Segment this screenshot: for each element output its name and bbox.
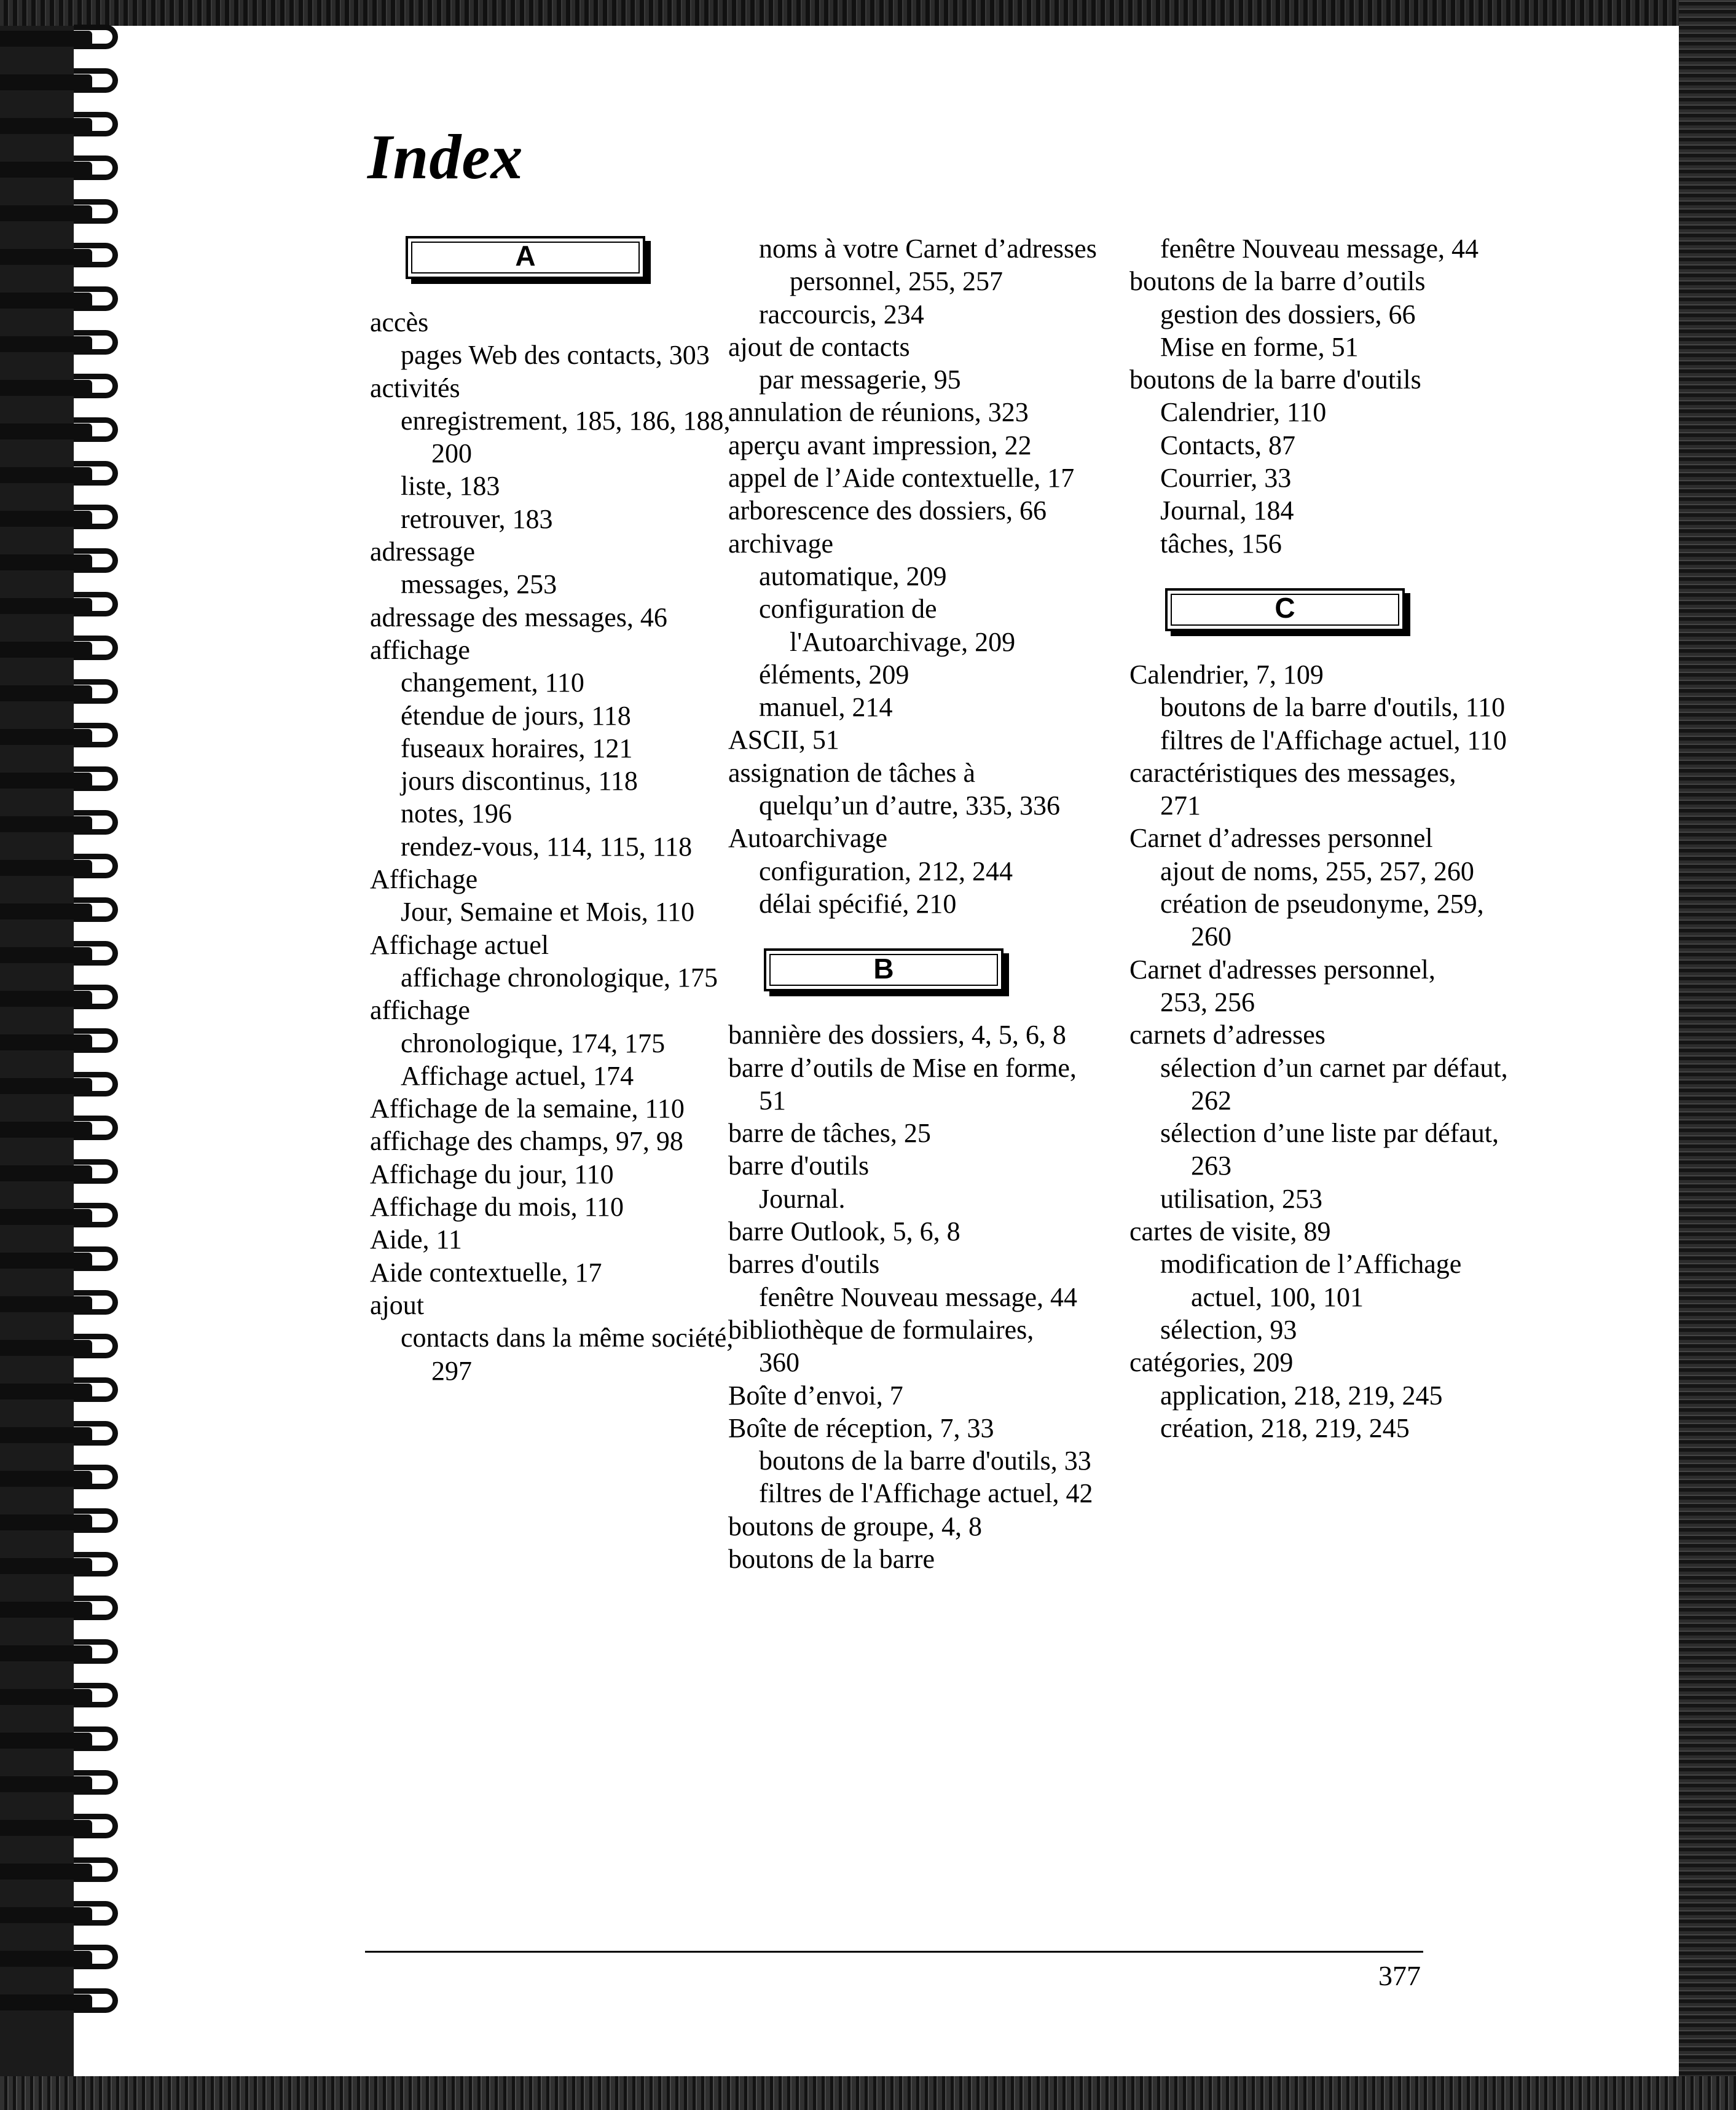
- index-subentry: fuseaux horaires, 121: [401, 733, 633, 763]
- spiral-coil: [0, 1421, 135, 1448]
- index-subentry: filtres de l'Affichage actuel, 110: [1160, 725, 1507, 755]
- index-entry: barre Outlook, 5, 6, 8: [728, 1216, 960, 1247]
- index-entry: barres d'outils: [728, 1249, 880, 1280]
- page-number: 377: [1378, 1960, 1421, 1991]
- index-subentry: contacts dans la même société, 297: [401, 1323, 734, 1386]
- spiral-coil: [0, 1770, 135, 1797]
- index-subentry: affichage chronologique, 175: [401, 962, 718, 993]
- spiral-coil: [0, 68, 135, 95]
- index-subentry: boutons de la barre d'outils, 33: [759, 1446, 1091, 1476]
- spiral-coil: [0, 1072, 135, 1099]
- index-entry: Affichage: [370, 864, 478, 895]
- index-subentry: pages Web des contacts, 303: [401, 340, 710, 371]
- spiral-coil: [0, 1465, 135, 1492]
- spiral-coil: [0, 1159, 135, 1186]
- index-entry: ajout de contacts: [728, 331, 910, 362]
- spiral-coil: [0, 417, 135, 444]
- spiral-coil: [0, 1945, 135, 1972]
- index-subentry: changement, 110: [401, 667, 584, 698]
- index-subentry: jours discontinus, 118: [401, 766, 638, 797]
- index-entry: accès: [370, 307, 429, 337]
- index-subentry: rendez-vous, 114, 115, 118: [401, 831, 693, 862]
- index-entry: adressage: [370, 537, 476, 567]
- index-subentry: application, 218, 219, 245: [1160, 1380, 1443, 1411]
- spiral-coil: [0, 286, 135, 313]
- index-subentry: configuration de l'Autoarchivage, 209: [759, 594, 1016, 657]
- spiral-coil: [0, 25, 135, 52]
- index-entry: arborescence des dossiers, 66: [728, 495, 1047, 526]
- section-letter-box: [406, 236, 645, 279]
- index-entry: Autoarchivage: [728, 823, 887, 854]
- index-entry: Carnet d’adresses personnel: [1129, 823, 1433, 854]
- spiral-coil: [0, 461, 135, 488]
- index-entry: Aide contextuelle, 17: [370, 1257, 602, 1288]
- spiral-coil: [0, 1596, 135, 1623]
- index-entry: boutons de groupe, 4, 8: [728, 1511, 983, 1541]
- index-entry: catégories, 209: [1129, 1347, 1294, 1378]
- spiral-coil: [0, 897, 135, 924]
- index-subentry: fenêtre Nouveau message, 44: [1160, 234, 1479, 264]
- index-subentry: Contacts, 87: [1160, 430, 1295, 460]
- spiral-coil: [0, 1508, 135, 1535]
- index-entry: assignation de tâches à quelqu’un d’autre, 335, 336: [728, 757, 1060, 821]
- index-entry: archivage: [728, 528, 833, 559]
- spiral-coil: [0, 1203, 135, 1230]
- index-entry: Affichage actuel: [370, 929, 549, 960]
- index-entry: affichage: [370, 995, 470, 1026]
- section-letter: A: [515, 240, 536, 272]
- index-entry: appel de l’Aide contextuelle, 17: [728, 463, 1075, 494]
- spiral-coil: [0, 941, 135, 968]
- footer-rule: [365, 1951, 1423, 1953]
- index-subentry: création, 218, 219, 245: [1160, 1412, 1410, 1443]
- spiral-coil: [0, 1857, 135, 1884]
- index-subentry: noms à votre Carnet d’adresses personnel, 255, 257: [759, 234, 1097, 297]
- index-entry: affichage: [370, 634, 470, 665]
- section-letter-box: [764, 948, 1004, 991]
- index-entry: Calendrier, 7, 109: [1129, 659, 1324, 690]
- index-subentry: Calendrier, 110: [1160, 397, 1327, 428]
- spiral-coil: [0, 1814, 135, 1841]
- index-subentry: délai spécifié, 210: [759, 888, 957, 919]
- index-entry: ajout: [370, 1289, 424, 1320]
- index-subentry: étendue de jours, 118: [401, 700, 631, 731]
- section-gap: [1129, 560, 1523, 585]
- index-entry: boutons de la barre d’outils: [1129, 266, 1426, 297]
- index-column-3: [1129, 232, 1523, 1444]
- index-subentry: sélection d’un carnet par défaut, 262: [1160, 1052, 1508, 1116]
- index-column-1: [370, 232, 763, 1387]
- index-entry: barre d'outils: [728, 1151, 870, 1181]
- spiral-coil: [0, 679, 135, 706]
- spiral-coil: [0, 112, 135, 139]
- index-entry: bibliothèque de formulaires, 360: [728, 1314, 1034, 1378]
- index-subentry: liste, 183: [401, 471, 500, 502]
- spiral-coil: [0, 1552, 135, 1579]
- scan-edge-bottom: [0, 2076, 1736, 2110]
- index-entry: boutons de la barre: [728, 1543, 935, 1574]
- index-subentry: retrouver, 183: [401, 503, 553, 534]
- spiral-coil: [0, 505, 135, 532]
- spiral-coil: [0, 548, 135, 575]
- index-entry: caractéristiques des messages, 271: [1129, 757, 1456, 821]
- scan-edge-right: [1679, 0, 1736, 2110]
- spiral-coil: [0, 1988, 135, 2015]
- index-entry: boutons de la barre d'outils: [1129, 364, 1421, 395]
- index-subentry: ajout de noms, 255, 257, 260: [1160, 856, 1474, 886]
- index-subentry: boutons de la barre d'outils, 110: [1160, 692, 1506, 723]
- spiral-coil: [0, 1377, 135, 1404]
- spiral-coil: [0, 1334, 135, 1361]
- index-entry: adressage des messages, 46: [370, 602, 667, 632]
- index-entry: ASCII, 51: [728, 725, 839, 755]
- index-subentry: modification de l’Affichage actuel, 100, 101: [1160, 1249, 1462, 1312]
- index-subentry: Jour, Semaine et Mois, 110: [401, 897, 695, 927]
- index-entry: Affichage du jour, 110: [370, 1159, 614, 1189]
- index-subentry: chronologique, 174, 175: [401, 1028, 666, 1058]
- section-letter-box: [1165, 588, 1405, 631]
- index-entry: annulation de réunions, 323: [728, 397, 1029, 428]
- index-subentry: fenêtre Nouveau message, 44: [759, 1281, 1078, 1312]
- index-subentry: enregistrement, 185, 186, 188, 200: [401, 405, 731, 469]
- index-entry: barre de tâches, 25: [728, 1118, 931, 1149]
- spiral-coil: [0, 155, 135, 183]
- spiral-coil: [0, 723, 135, 750]
- index-subentry: par messagerie, 95: [759, 364, 961, 395]
- spiral-coil: [0, 636, 135, 663]
- spiral-coil: [0, 854, 135, 881]
- spiral-coil: [0, 766, 135, 793]
- index-subentry: Mise en forme, 51: [1160, 331, 1359, 362]
- index-entry: cartes de visite, 89: [1129, 1216, 1331, 1247]
- spiral-coil: [0, 985, 135, 1012]
- index-subentry: messages, 253: [401, 569, 557, 600]
- index-subentry: Journal.: [759, 1183, 846, 1214]
- index-subentry: sélection d’une liste par défaut, 263: [1160, 1118, 1499, 1181]
- index-column-2: [728, 232, 1121, 1575]
- index-entry: Affichage du mois, 110: [370, 1192, 624, 1222]
- index-entry: carnets d’adresses: [1129, 1020, 1326, 1050]
- section-gap: [728, 920, 1121, 945]
- index-subentry: utilisation, 253: [1160, 1183, 1322, 1214]
- spiral-coil: [0, 1246, 135, 1273]
- spiral-coil: [0, 592, 135, 619]
- index-entry: activités: [370, 372, 460, 403]
- index-entry: Aide, 11: [370, 1224, 462, 1255]
- index-subentry: Affichage actuel, 174: [401, 1060, 634, 1091]
- index-subentry: tâches, 156: [1160, 528, 1282, 559]
- spiral-coil: [0, 1116, 135, 1143]
- spiral-coil: [0, 1726, 135, 1754]
- index-entry: Boîte de réception, 7, 33: [728, 1412, 994, 1443]
- section-letter: C: [1275, 592, 1295, 624]
- section-letter: B: [873, 952, 894, 985]
- spiral-coil: [0, 1290, 135, 1317]
- index-subentry: gestion des dossiers, 66: [1160, 299, 1416, 329]
- spiral-coil: [0, 243, 135, 270]
- index-subentry: Courrier, 33: [1160, 463, 1292, 494]
- spiral-binding: [0, 25, 141, 2053]
- index-entry: barre d’outils de Mise en forme, 51: [728, 1052, 1077, 1116]
- index-entry: Affichage de la semaine, 110: [370, 1093, 685, 1124]
- index-subentry: notes, 196: [401, 798, 512, 829]
- index-subentry: configuration, 212, 244: [759, 856, 1013, 886]
- spiral-coil: [0, 810, 135, 837]
- spiral-coil: [0, 374, 135, 401]
- spiral-coil: [0, 1901, 135, 1928]
- spiral-coil: [0, 1028, 135, 1055]
- index-subentry: raccourcis, 234: [759, 299, 924, 329]
- index-subentry: éléments, 209: [759, 659, 909, 690]
- page-title: Index: [367, 122, 524, 192]
- index-subentry: automatique, 209: [759, 561, 947, 591]
- index-entry: affichage des champs, 97, 98: [370, 1126, 683, 1157]
- scan-edge-top: [0, 0, 1736, 26]
- spiral-coil: [0, 1639, 135, 1666]
- spiral-coil: [0, 199, 135, 226]
- index-subentry: création de pseudonyme, 259, 260: [1160, 889, 1484, 952]
- index-entry: aperçu avant impression, 22: [728, 430, 1032, 460]
- index-entry: Carnet d'adresses personnel, 253, 256: [1129, 954, 1436, 1017]
- index-subentry: Journal, 184: [1160, 495, 1294, 526]
- index-subentry: filtres de l'Affichage actuel, 42: [759, 1478, 1093, 1509]
- index-entry: Boîte d’envoi, 7: [728, 1380, 903, 1411]
- index-subentry: manuel, 214: [759, 692, 893, 723]
- spiral-coil: [0, 330, 135, 357]
- index-subentry: sélection, 93: [1160, 1314, 1297, 1345]
- spiral-coil: [0, 1683, 135, 1710]
- index-entry: bannière des dossiers, 4, 5, 6, 8: [728, 1020, 1066, 1050]
